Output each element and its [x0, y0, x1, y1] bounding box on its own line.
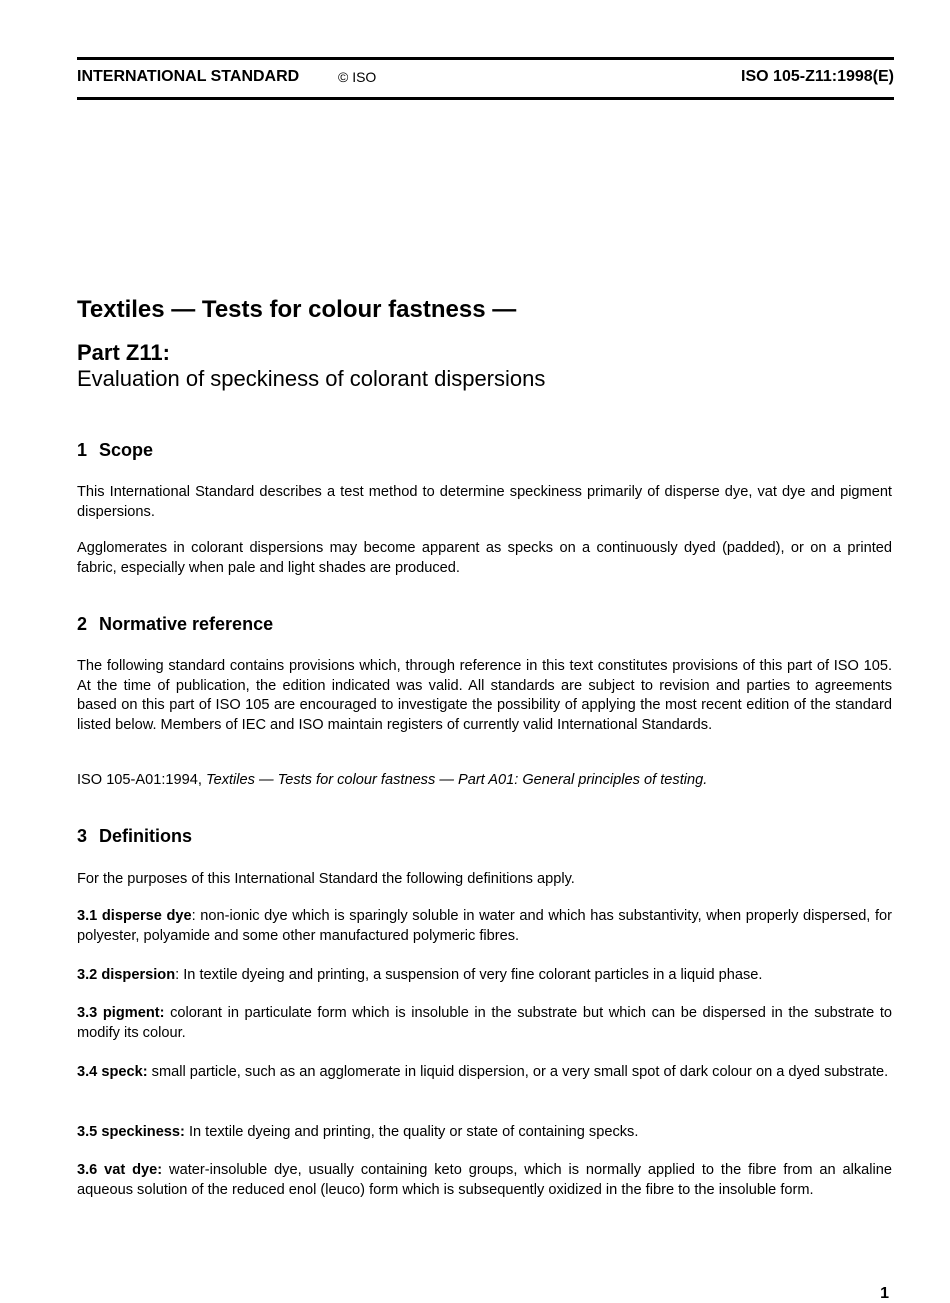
document-subtitle: Evaluation of speckiness of colorant dispersions [77, 366, 546, 391]
header-bottom-rule [77, 97, 894, 100]
section-heading-scope [77, 440, 153, 461]
definition-term: 3.1 disperse dye [77, 908, 192, 924]
scope-paragraph-1: This International Standard describes a test method to determine speckiness primarily of disperse dye, vat dye and pigment dispersions. [77, 484, 892, 520]
section-heading-normative [77, 614, 273, 635]
definition-text: small particle, such as an agglomerate in liquid dispersion, or a very small spot of dark colour on a dyed substrate. [147, 1064, 889, 1080]
definitions-intro: For the purposes of this International Standard the following definitions apply. [77, 871, 575, 887]
reference-code: ISO 105-A01:1994, [77, 772, 206, 788]
document-title: Textiles — Tests for colour fastness — [77, 296, 517, 323]
definition-term: 3.3 pigment: [77, 1005, 165, 1021]
section-number: 1 [77, 440, 88, 460]
definition-text: : In textile dyeing and printing, a suspension of very fine colorant particles in a liquid phase. [175, 967, 763, 983]
definition-term: 3.6 vat dye: [77, 1162, 163, 1178]
definition-term: 3.4 speck: [77, 1064, 148, 1080]
normative-reference [77, 771, 892, 791]
definition-text: In textile dyeing and printing, the quality or state of containing specks. [184, 1124, 639, 1140]
document-part: Part Z11: [77, 340, 170, 365]
definition-text: : non-ionic dye which is sparingly soluble in water and which has substantivity, when properly dispersed, for polyester, polyamide and some other manufactured polymeric fibres. [77, 908, 892, 944]
definition-text: water-insoluble dye, usually containing keto groups, which is normally applied to the fibre from an alkaline aqueous solution of the reduced enol (leuco) form which is subsequently oxidized in the fibre to the insoluble form. [77, 1162, 893, 1198]
header-top-rule [77, 57, 894, 60]
definition-item [77, 1161, 892, 1200]
section-title: Definitions [99, 826, 192, 846]
running-header [77, 68, 894, 90]
reference-title: Textiles — Tests for colour fastness — Part A01: General principles of testing. [206, 772, 708, 788]
definition-term: 3.5 speckiness: [77, 1124, 185, 1140]
definition-text: colorant in particulate form which is insoluble in the substrate but which can be dispersed in the substrate to modify its colour. [77, 1005, 892, 1041]
definition-item [77, 1063, 892, 1083]
section-title: Normative reference [99, 614, 274, 634]
section-heading-definitions [77, 826, 192, 847]
section-number: 3 [77, 826, 88, 846]
definition-item [77, 907, 892, 946]
header-document-id: ISO 105-Z11:1998(E) [741, 68, 894, 85]
page-number: 1 [880, 1285, 889, 1302]
section-title: Scope [99, 440, 154, 460]
header-standard-type: INTERNATIONAL STANDARD [77, 68, 300, 85]
definition-item [77, 1004, 892, 1043]
definition-item [77, 966, 892, 986]
definition-item [77, 1123, 892, 1143]
scope-paragraph-2: Agglomerates in colorant dispersions may become apparent as specks on a continuously dyed (padded), or on a printed fabric, especially when pale and light shades are produced. [77, 540, 892, 576]
header-copyright: © ISO [338, 69, 377, 85]
section-number: 2 [77, 614, 88, 634]
normative-paragraph: The following standard contains provisions which, through reference in this text constitutes provisions of this part of ISO 105. At the time of publication, the edition indicated was valid. All standards are subject to revision and parties to agreements based on this part of ISO 105 are encouraged to investigate the possibility of applying the most recent edition of the standard listed below. Members of IEC and ISO maintain registers of currently valid International Standards. [77, 658, 892, 733]
definition-term: 3.2 dispersion [77, 967, 176, 983]
